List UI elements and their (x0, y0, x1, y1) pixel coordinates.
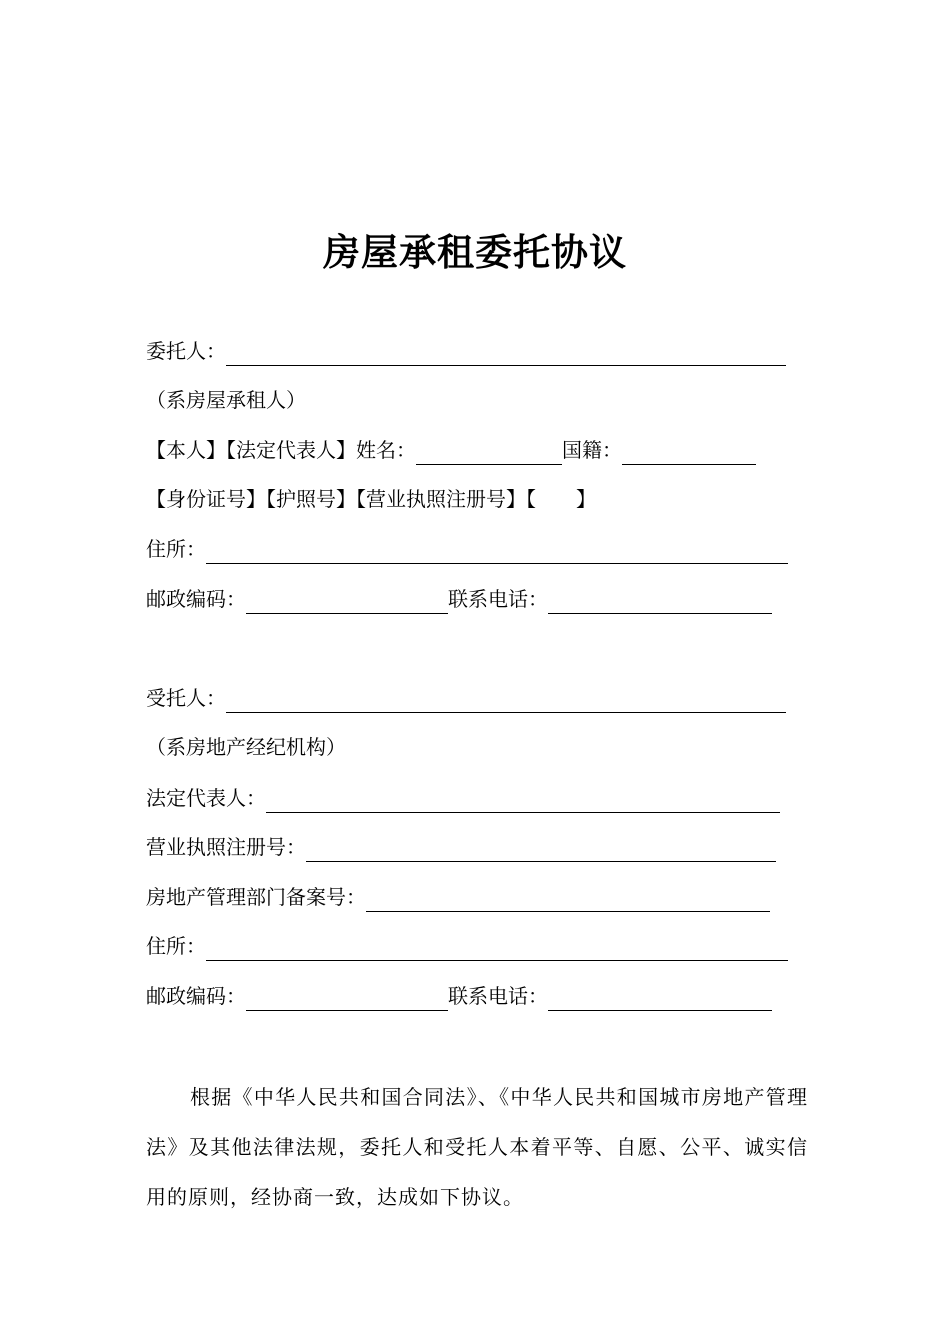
principal-nationality-label: 国籍： (562, 438, 622, 462)
agent-license-field[interactable] (306, 837, 776, 862)
principal-identity-row (146, 435, 756, 465)
principal-person-name-field[interactable] (416, 440, 562, 465)
agent-legal-rep-field[interactable] (266, 788, 780, 813)
principal-postcode-field[interactable] (246, 589, 448, 614)
principal-contact-row (146, 584, 772, 614)
principal-name-field[interactable] (226, 341, 786, 366)
principal-nationality-field[interactable] (622, 440, 756, 465)
agent-legal-rep-row (146, 783, 780, 813)
agent-address-row (146, 931, 788, 961)
principal-postcode-label: 邮政编码： (146, 587, 246, 611)
agent-phone-field[interactable] (548, 986, 772, 1011)
agent-postcode-field[interactable] (246, 986, 448, 1011)
agent-license-label: 营业执照注册号： (146, 835, 306, 859)
principal-row (146, 336, 786, 366)
preamble-paragraph: 根据《中华人民共和国合同法》、《中华人民共和国城市房地产管理法》及其他法律法规，委托人和受托人本着平等、自愿、公平、诚实信用的原则，经协商一致，达成如下协议。 (146, 1085, 808, 1209)
agent-filing-row (146, 882, 770, 912)
agent-label: 受托人： (146, 686, 226, 710)
agent-address-field[interactable] (206, 936, 788, 961)
agent-address-label: 住所： (146, 934, 206, 958)
agent-filing-label: 房地产管理部门备案号： (146, 885, 366, 909)
agent-phone-label: 联系电话： (448, 984, 548, 1008)
principal-phone-label: 联系电话： (448, 587, 548, 611)
agent-contact-row (146, 981, 772, 1011)
agent-legal-rep-label: 法定代表人： (146, 786, 266, 810)
principal-phone-field[interactable] (548, 589, 772, 614)
agent-name-field[interactable] (226, 688, 786, 713)
principal-address-row (146, 534, 788, 564)
agent-role-note: （系房地产经纪机构） (146, 735, 346, 759)
agent-filing-field[interactable] (366, 887, 770, 912)
agent-row (146, 683, 786, 713)
principal-label: 委托人： (146, 339, 226, 363)
principal-role-note: （系房屋承租人） (146, 388, 306, 412)
principal-address-label: 住所： (146, 537, 206, 561)
principal-identity-options: 【本人】【法定代表人】姓名： (146, 438, 416, 462)
page-title: 房屋承租委托协议 (323, 230, 627, 274)
principal-address-field[interactable] (206, 539, 788, 564)
principal-id-types: 【身份证号】【护照号】【营业执照注册号】【 】 (146, 487, 596, 511)
agent-postcode-label: 邮政编码： (146, 984, 246, 1008)
agent-license-row (146, 832, 776, 862)
